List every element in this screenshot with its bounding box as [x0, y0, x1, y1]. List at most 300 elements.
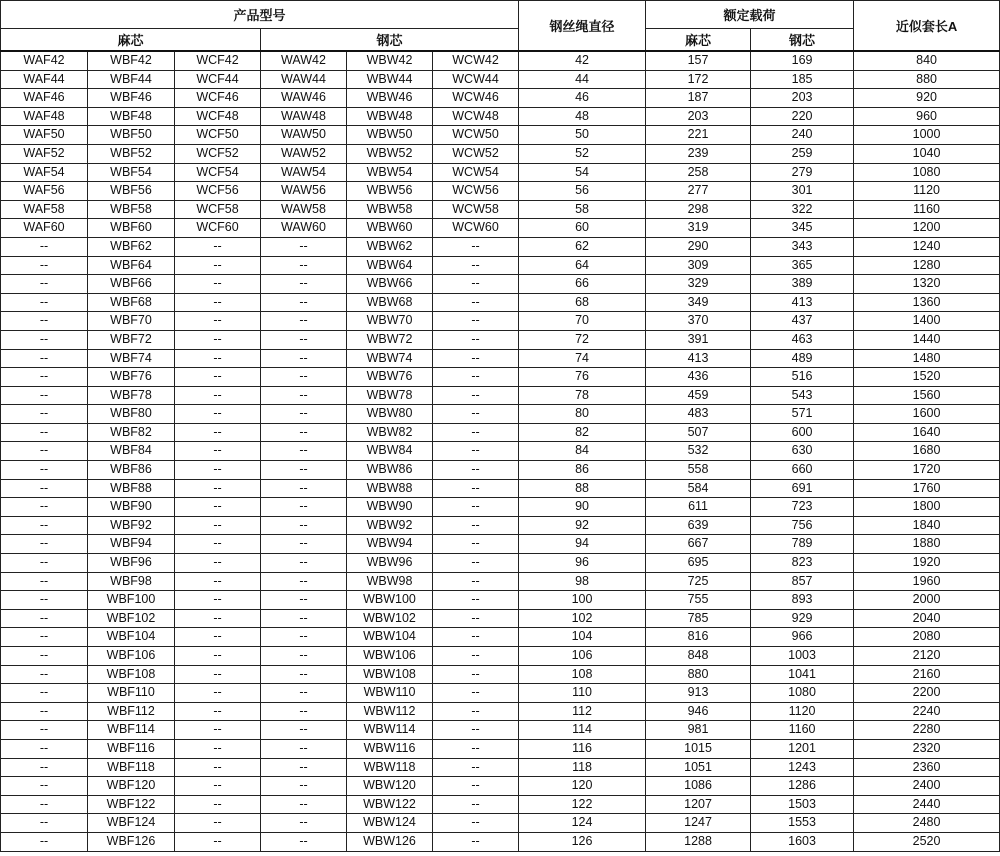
cell-model-hemp-b: WBF86: [88, 461, 175, 480]
cell-model-steel-a: --: [261, 665, 347, 684]
cell-model-hemp-c: --: [175, 572, 261, 591]
cell-model-steel-a: --: [261, 684, 347, 703]
table-row: [1, 163, 1000, 182]
cell-model-steel-a: --: [261, 293, 347, 312]
cell-rope-diameter: 126: [519, 832, 646, 851]
cell-model-hemp-b: WBF118: [88, 758, 175, 777]
cell-model-hemp-a: --: [1, 609, 88, 628]
cell-load-hemp-core: 913: [646, 684, 751, 703]
cell-model-hemp-c: --: [175, 721, 261, 740]
cell-model-hemp-a: --: [1, 368, 88, 387]
table-row: [1, 721, 1000, 740]
cell-model-hemp-b: WBF52: [88, 144, 175, 163]
cell-load-steel-core: 343: [751, 237, 854, 256]
cell-rope-diameter: 120: [519, 777, 646, 796]
cell-model-steel-c: --: [433, 423, 519, 442]
table-row: [1, 702, 1000, 721]
cell-approx-length: 1880: [854, 535, 1000, 554]
table-row: [1, 70, 1000, 89]
cell-load-hemp-core: 880: [646, 665, 751, 684]
cell-approx-length: 2480: [854, 814, 1000, 833]
cell-model-steel-b: WBW120: [347, 777, 433, 796]
cell-load-steel-core: 1080: [751, 684, 854, 703]
cell-model-hemp-a: WAF44: [1, 70, 88, 89]
cell-model-hemp-b: WBF76: [88, 368, 175, 387]
cell-model-steel-c: --: [433, 256, 519, 275]
cell-load-steel-core: 660: [751, 461, 854, 480]
table-row: [1, 591, 1000, 610]
cell-load-hemp-core: 848: [646, 647, 751, 666]
cell-model-hemp-a: WAF52: [1, 144, 88, 163]
cell-model-steel-b: WBW88: [347, 479, 433, 498]
table-row: [1, 442, 1000, 461]
cell-model-steel-b: WBW78: [347, 386, 433, 405]
cell-rope-diameter: 62: [519, 237, 646, 256]
cell-model-hemp-c: --: [175, 256, 261, 275]
cell-load-steel-core: 389: [751, 275, 854, 294]
cell-model-steel-a: --: [261, 349, 347, 368]
cell-load-hemp-core: 1086: [646, 777, 751, 796]
cell-model-steel-c: --: [433, 609, 519, 628]
cell-model-steel-a: --: [261, 405, 347, 424]
cell-load-hemp-core: 816: [646, 628, 751, 647]
cell-model-hemp-b: WBF90: [88, 498, 175, 517]
cell-model-hemp-b: WBF126: [88, 832, 175, 851]
cell-model-steel-a: --: [261, 609, 347, 628]
cell-load-steel-core: 1041: [751, 665, 854, 684]
cell-load-steel-core: 1503: [751, 795, 854, 814]
cell-approx-length: 1040: [854, 144, 1000, 163]
table-row: [1, 758, 1000, 777]
cell-load-hemp-core: 413: [646, 349, 751, 368]
cell-model-hemp-a: --: [1, 312, 88, 331]
cell-model-steel-c: --: [433, 628, 519, 647]
cell-rope-diameter: 78: [519, 386, 646, 405]
cell-rope-diameter: 80: [519, 405, 646, 424]
cell-approx-length: 1080: [854, 163, 1000, 182]
cell-model-hemp-c: --: [175, 647, 261, 666]
cell-model-steel-b: WBW42: [347, 51, 433, 70]
cell-rope-diameter: 74: [519, 349, 646, 368]
cell-load-hemp-core: 277: [646, 182, 751, 201]
cell-approx-length: 840: [854, 51, 1000, 70]
cell-model-steel-a: --: [261, 442, 347, 461]
cell-rope-diameter: 108: [519, 665, 646, 684]
cell-load-steel-core: 823: [751, 554, 854, 573]
cell-model-hemp-a: --: [1, 628, 88, 647]
cell-approx-length: 1480: [854, 349, 1000, 368]
cell-model-hemp-b: WBF94: [88, 535, 175, 554]
table-row: [1, 349, 1000, 368]
cell-model-steel-c: --: [433, 442, 519, 461]
cell-model-hemp-c: WCF60: [175, 219, 261, 238]
cell-model-hemp-b: WBF54: [88, 163, 175, 182]
cell-model-steel-c: WCW54: [433, 163, 519, 182]
table-row: [1, 330, 1000, 349]
cell-load-steel-core: 203: [751, 89, 854, 108]
cell-load-steel-core: 1120: [751, 702, 854, 721]
cell-model-hemp-c: --: [175, 368, 261, 387]
table-row: [1, 498, 1000, 517]
cell-model-steel-a: WAW50: [261, 126, 347, 145]
cell-model-steel-a: WAW48: [261, 107, 347, 126]
cell-model-hemp-b: WBF82: [88, 423, 175, 442]
cell-approx-length: 2400: [854, 777, 1000, 796]
cell-model-steel-a: --: [261, 498, 347, 517]
cell-model-hemp-c: WCF46: [175, 89, 261, 108]
cell-load-hemp-core: 1051: [646, 758, 751, 777]
cell-load-hemp-core: 667: [646, 535, 751, 554]
cell-load-steel-core: 1201: [751, 739, 854, 758]
cell-model-hemp-b: WBF98: [88, 572, 175, 591]
cell-model-hemp-c: --: [175, 684, 261, 703]
cell-rope-diameter: 88: [519, 479, 646, 498]
cell-model-steel-b: WBW98: [347, 572, 433, 591]
cell-model-hemp-a: --: [1, 423, 88, 442]
cell-approx-length: 1360: [854, 293, 1000, 312]
cell-model-hemp-a: --: [1, 461, 88, 480]
cell-model-hemp-a: WAF48: [1, 107, 88, 126]
cell-model-hemp-b: WBF88: [88, 479, 175, 498]
cell-load-hemp-core: 639: [646, 516, 751, 535]
cell-approx-length: 2080: [854, 628, 1000, 647]
table-row: [1, 609, 1000, 628]
cell-rope-diameter: 46: [519, 89, 646, 108]
cell-load-hemp-core: 290: [646, 237, 751, 256]
table-row: [1, 219, 1000, 238]
table-row: [1, 814, 1000, 833]
cell-model-hemp-c: --: [175, 777, 261, 796]
cell-model-steel-a: --: [261, 312, 347, 331]
cell-model-steel-b: WBW66: [347, 275, 433, 294]
cell-model-hemp-b: WBF104: [88, 628, 175, 647]
cell-model-hemp-c: --: [175, 293, 261, 312]
cell-model-steel-c: --: [433, 330, 519, 349]
cell-model-hemp-a: --: [1, 647, 88, 666]
cell-load-steel-core: 437: [751, 312, 854, 331]
cell-load-hemp-core: 187: [646, 89, 751, 108]
cell-model-steel-c: --: [433, 591, 519, 610]
cell-model-steel-c: --: [433, 554, 519, 573]
cell-model-steel-b: WBW122: [347, 795, 433, 814]
cell-load-hemp-core: 611: [646, 498, 751, 517]
cell-load-hemp-core: 221: [646, 126, 751, 145]
cell-model-steel-a: WAW42: [261, 51, 347, 70]
cell-model-hemp-c: --: [175, 275, 261, 294]
table-row: [1, 144, 1000, 163]
cell-model-steel-b: WBW112: [347, 702, 433, 721]
cell-model-hemp-a: WAF56: [1, 182, 88, 201]
cell-load-steel-core: 893: [751, 591, 854, 610]
cell-load-hemp-core: 1247: [646, 814, 751, 833]
cell-model-hemp-a: WAF46: [1, 89, 88, 108]
cell-load-steel-core: 279: [751, 163, 854, 182]
cell-model-hemp-b: WBF124: [88, 814, 175, 833]
header-approx-length: 近似套长A: [854, 1, 1000, 52]
cell-model-steel-b: WBW126: [347, 832, 433, 851]
cell-model-steel-c: WCW46: [433, 89, 519, 108]
cell-approx-length: 1720: [854, 461, 1000, 480]
cell-model-hemp-a: --: [1, 256, 88, 275]
table-row: [1, 200, 1000, 219]
cell-model-hemp-c: --: [175, 312, 261, 331]
table-body: [1, 51, 1000, 851]
cell-model-hemp-c: --: [175, 349, 261, 368]
table-row: [1, 405, 1000, 424]
cell-load-steel-core: 600: [751, 423, 854, 442]
cell-model-steel-b: WBW54: [347, 163, 433, 182]
cell-model-steel-c: --: [433, 461, 519, 480]
cell-load-hemp-core: 584: [646, 479, 751, 498]
cell-model-hemp-a: --: [1, 814, 88, 833]
table-row: [1, 647, 1000, 666]
cell-model-steel-a: --: [261, 628, 347, 647]
cell-model-hemp-b: WBF70: [88, 312, 175, 331]
cell-model-steel-a: --: [261, 256, 347, 275]
cell-model-steel-c: --: [433, 275, 519, 294]
table-row: [1, 256, 1000, 275]
cell-load-steel-core: 489: [751, 349, 854, 368]
cell-model-hemp-b: WBF58: [88, 200, 175, 219]
cell-load-hemp-core: 1207: [646, 795, 751, 814]
cell-model-hemp-c: --: [175, 702, 261, 721]
cell-rope-diameter: 116: [519, 739, 646, 758]
cell-model-steel-a: WAW56: [261, 182, 347, 201]
cell-load-hemp-core: 483: [646, 405, 751, 424]
cell-model-steel-c: WCW60: [433, 219, 519, 238]
cell-model-steel-c: WCW44: [433, 70, 519, 89]
cell-rope-diameter: 70: [519, 312, 646, 331]
cell-model-hemp-a: --: [1, 275, 88, 294]
cell-model-steel-b: WBW100: [347, 591, 433, 610]
cell-load-hemp-core: 532: [646, 442, 751, 461]
cell-model-hemp-c: --: [175, 814, 261, 833]
cell-model-hemp-c: --: [175, 330, 261, 349]
cell-load-steel-core: 630: [751, 442, 854, 461]
cell-approx-length: 2520: [854, 832, 1000, 851]
cell-model-hemp-b: WBF74: [88, 349, 175, 368]
cell-model-hemp-a: --: [1, 721, 88, 740]
cell-rope-diameter: 42: [519, 51, 646, 70]
cell-rope-diameter: 86: [519, 461, 646, 480]
cell-model-steel-c: --: [433, 814, 519, 833]
table-row: [1, 107, 1000, 126]
cell-rope-diameter: 114: [519, 721, 646, 740]
cell-load-hemp-core: 695: [646, 554, 751, 573]
cell-model-hemp-c: --: [175, 405, 261, 424]
cell-model-steel-c: --: [433, 702, 519, 721]
cell-model-steel-c: WCW58: [433, 200, 519, 219]
cell-model-hemp-a: --: [1, 442, 88, 461]
cell-rope-diameter: 106: [519, 647, 646, 666]
cell-model-steel-b: WBW118: [347, 758, 433, 777]
cell-model-hemp-b: WBF66: [88, 275, 175, 294]
cell-model-hemp-b: WBF122: [88, 795, 175, 814]
cell-rope-diameter: 66: [519, 275, 646, 294]
cell-approx-length: 1560: [854, 386, 1000, 405]
cell-approx-length: 2120: [854, 647, 1000, 666]
cell-model-steel-a: --: [261, 237, 347, 256]
cell-model-hemp-c: --: [175, 832, 261, 851]
cell-model-steel-c: WCW52: [433, 144, 519, 163]
cell-load-steel-core: 1243: [751, 758, 854, 777]
cell-approx-length: 2360: [854, 758, 1000, 777]
cell-model-steel-b: WBW48: [347, 107, 433, 126]
table-row: [1, 516, 1000, 535]
cell-rope-diameter: 92: [519, 516, 646, 535]
cell-model-hemp-b: WBF96: [88, 554, 175, 573]
cell-approx-length: 920: [854, 89, 1000, 108]
cell-model-steel-a: --: [261, 721, 347, 740]
table-row: [1, 479, 1000, 498]
cell-rope-diameter: 64: [519, 256, 646, 275]
cell-model-steel-b: WBW62: [347, 237, 433, 256]
cell-load-steel-core: 220: [751, 107, 854, 126]
cell-model-steel-a: --: [261, 591, 347, 610]
cell-model-steel-a: WAW46: [261, 89, 347, 108]
cell-model-steel-b: WBW114: [347, 721, 433, 740]
header-load-hemp-core: 麻芯: [646, 29, 751, 52]
cell-approx-length: 1600: [854, 405, 1000, 424]
cell-model-steel-b: WBW58: [347, 200, 433, 219]
cell-load-steel-core: 543: [751, 386, 854, 405]
cell-model-steel-c: --: [433, 386, 519, 405]
cell-model-steel-c: --: [433, 647, 519, 666]
table-row: [1, 237, 1000, 256]
cell-model-steel-c: --: [433, 405, 519, 424]
cell-load-steel-core: 1286: [751, 777, 854, 796]
cell-model-hemp-a: --: [1, 386, 88, 405]
cell-model-steel-a: --: [261, 386, 347, 405]
cell-rope-diameter: 110: [519, 684, 646, 703]
table-row: [1, 312, 1000, 331]
cell-approx-length: 1000: [854, 126, 1000, 145]
cell-model-steel-c: --: [433, 684, 519, 703]
cell-load-hemp-core: 298: [646, 200, 751, 219]
cell-model-hemp-a: --: [1, 554, 88, 573]
cell-model-hemp-c: --: [175, 461, 261, 480]
cell-model-hemp-a: --: [1, 330, 88, 349]
cell-model-steel-b: WBW86: [347, 461, 433, 480]
cell-approx-length: 2320: [854, 739, 1000, 758]
cell-rope-diameter: 52: [519, 144, 646, 163]
cell-load-hemp-core: 1288: [646, 832, 751, 851]
header-model-steel-core: 钢芯: [261, 29, 519, 52]
cell-load-hemp-core: 391: [646, 330, 751, 349]
cell-model-hemp-a: --: [1, 758, 88, 777]
cell-rope-diameter: 112: [519, 702, 646, 721]
cell-model-hemp-b: WBF114: [88, 721, 175, 740]
cell-model-steel-b: WBW52: [347, 144, 433, 163]
cell-model-hemp-c: --: [175, 423, 261, 442]
cell-load-hemp-core: 309: [646, 256, 751, 275]
table-row: [1, 572, 1000, 591]
cell-model-steel-b: WBW56: [347, 182, 433, 201]
cell-approx-length: 2200: [854, 684, 1000, 703]
cell-model-steel-b: WBW108: [347, 665, 433, 684]
cell-model-hemp-a: --: [1, 684, 88, 703]
header-load-steel-core: 钢芯: [751, 29, 854, 52]
cell-model-steel-a: --: [261, 275, 347, 294]
cell-model-steel-b: WBW82: [347, 423, 433, 442]
cell-model-steel-c: --: [433, 777, 519, 796]
cell-model-hemp-a: WAF58: [1, 200, 88, 219]
cell-load-steel-core: 1553: [751, 814, 854, 833]
cell-model-hemp-b: WBF106: [88, 647, 175, 666]
cell-model-steel-c: --: [433, 479, 519, 498]
cell-model-steel-a: WAW44: [261, 70, 347, 89]
cell-model-hemp-b: WBF80: [88, 405, 175, 424]
cell-model-steel-a: --: [261, 535, 347, 554]
cell-model-steel-a: --: [261, 702, 347, 721]
table-row: [1, 777, 1000, 796]
cell-model-hemp-b: WBF100: [88, 591, 175, 610]
table-row: [1, 89, 1000, 108]
cell-model-steel-b: WBW96: [347, 554, 433, 573]
table-row: [1, 368, 1000, 387]
cell-model-steel-c: --: [433, 665, 519, 684]
cell-model-hemp-c: --: [175, 739, 261, 758]
cell-load-steel-core: 756: [751, 516, 854, 535]
table-row: [1, 275, 1000, 294]
cell-model-hemp-a: WAF42: [1, 51, 88, 70]
cell-rope-diameter: 56: [519, 182, 646, 201]
cell-model-hemp-c: --: [175, 442, 261, 461]
cell-model-hemp-a: --: [1, 665, 88, 684]
cell-model-hemp-b: WBF48: [88, 107, 175, 126]
cell-model-hemp-b: WBF120: [88, 777, 175, 796]
cell-model-steel-b: WBW110: [347, 684, 433, 703]
cell-model-steel-c: --: [433, 368, 519, 387]
table-row: [1, 126, 1000, 145]
cell-model-steel-c: --: [433, 832, 519, 851]
table-header: [1, 1, 1000, 52]
cell-approx-length: 1400: [854, 312, 1000, 331]
cell-load-hemp-core: 239: [646, 144, 751, 163]
cell-model-steel-a: WAW60: [261, 219, 347, 238]
cell-model-hemp-c: --: [175, 591, 261, 610]
cell-approx-length: 1840: [854, 516, 1000, 535]
cell-load-hemp-core: 258: [646, 163, 751, 182]
cell-model-hemp-c: --: [175, 665, 261, 684]
cell-approx-length: 1280: [854, 256, 1000, 275]
cell-rope-diameter: 44: [519, 70, 646, 89]
header-row-1: [1, 1, 1000, 29]
cell-model-hemp-b: WBF116: [88, 739, 175, 758]
cell-rope-diameter: 72: [519, 330, 646, 349]
cell-load-hemp-core: 349: [646, 293, 751, 312]
cell-model-steel-a: WAW52: [261, 144, 347, 163]
cell-model-hemp-b: WBF56: [88, 182, 175, 201]
cell-load-hemp-core: 946: [646, 702, 751, 721]
cell-rope-diameter: 50: [519, 126, 646, 145]
cell-approx-length: 2160: [854, 665, 1000, 684]
cell-approx-length: 2280: [854, 721, 1000, 740]
cell-model-steel-a: --: [261, 647, 347, 666]
cell-model-hemp-a: --: [1, 237, 88, 256]
cell-model-steel-c: --: [433, 498, 519, 517]
cell-model-hemp-c: WCF58: [175, 200, 261, 219]
table-row: [1, 535, 1000, 554]
cell-model-steel-b: WBW46: [347, 89, 433, 108]
cell-model-steel-c: WCW42: [433, 51, 519, 70]
cell-rope-diameter: 104: [519, 628, 646, 647]
cell-model-hemp-b: WBF44: [88, 70, 175, 89]
cell-load-hemp-core: 755: [646, 591, 751, 610]
cell-model-steel-c: --: [433, 721, 519, 740]
cell-model-hemp-a: WAF50: [1, 126, 88, 145]
cell-load-steel-core: 463: [751, 330, 854, 349]
